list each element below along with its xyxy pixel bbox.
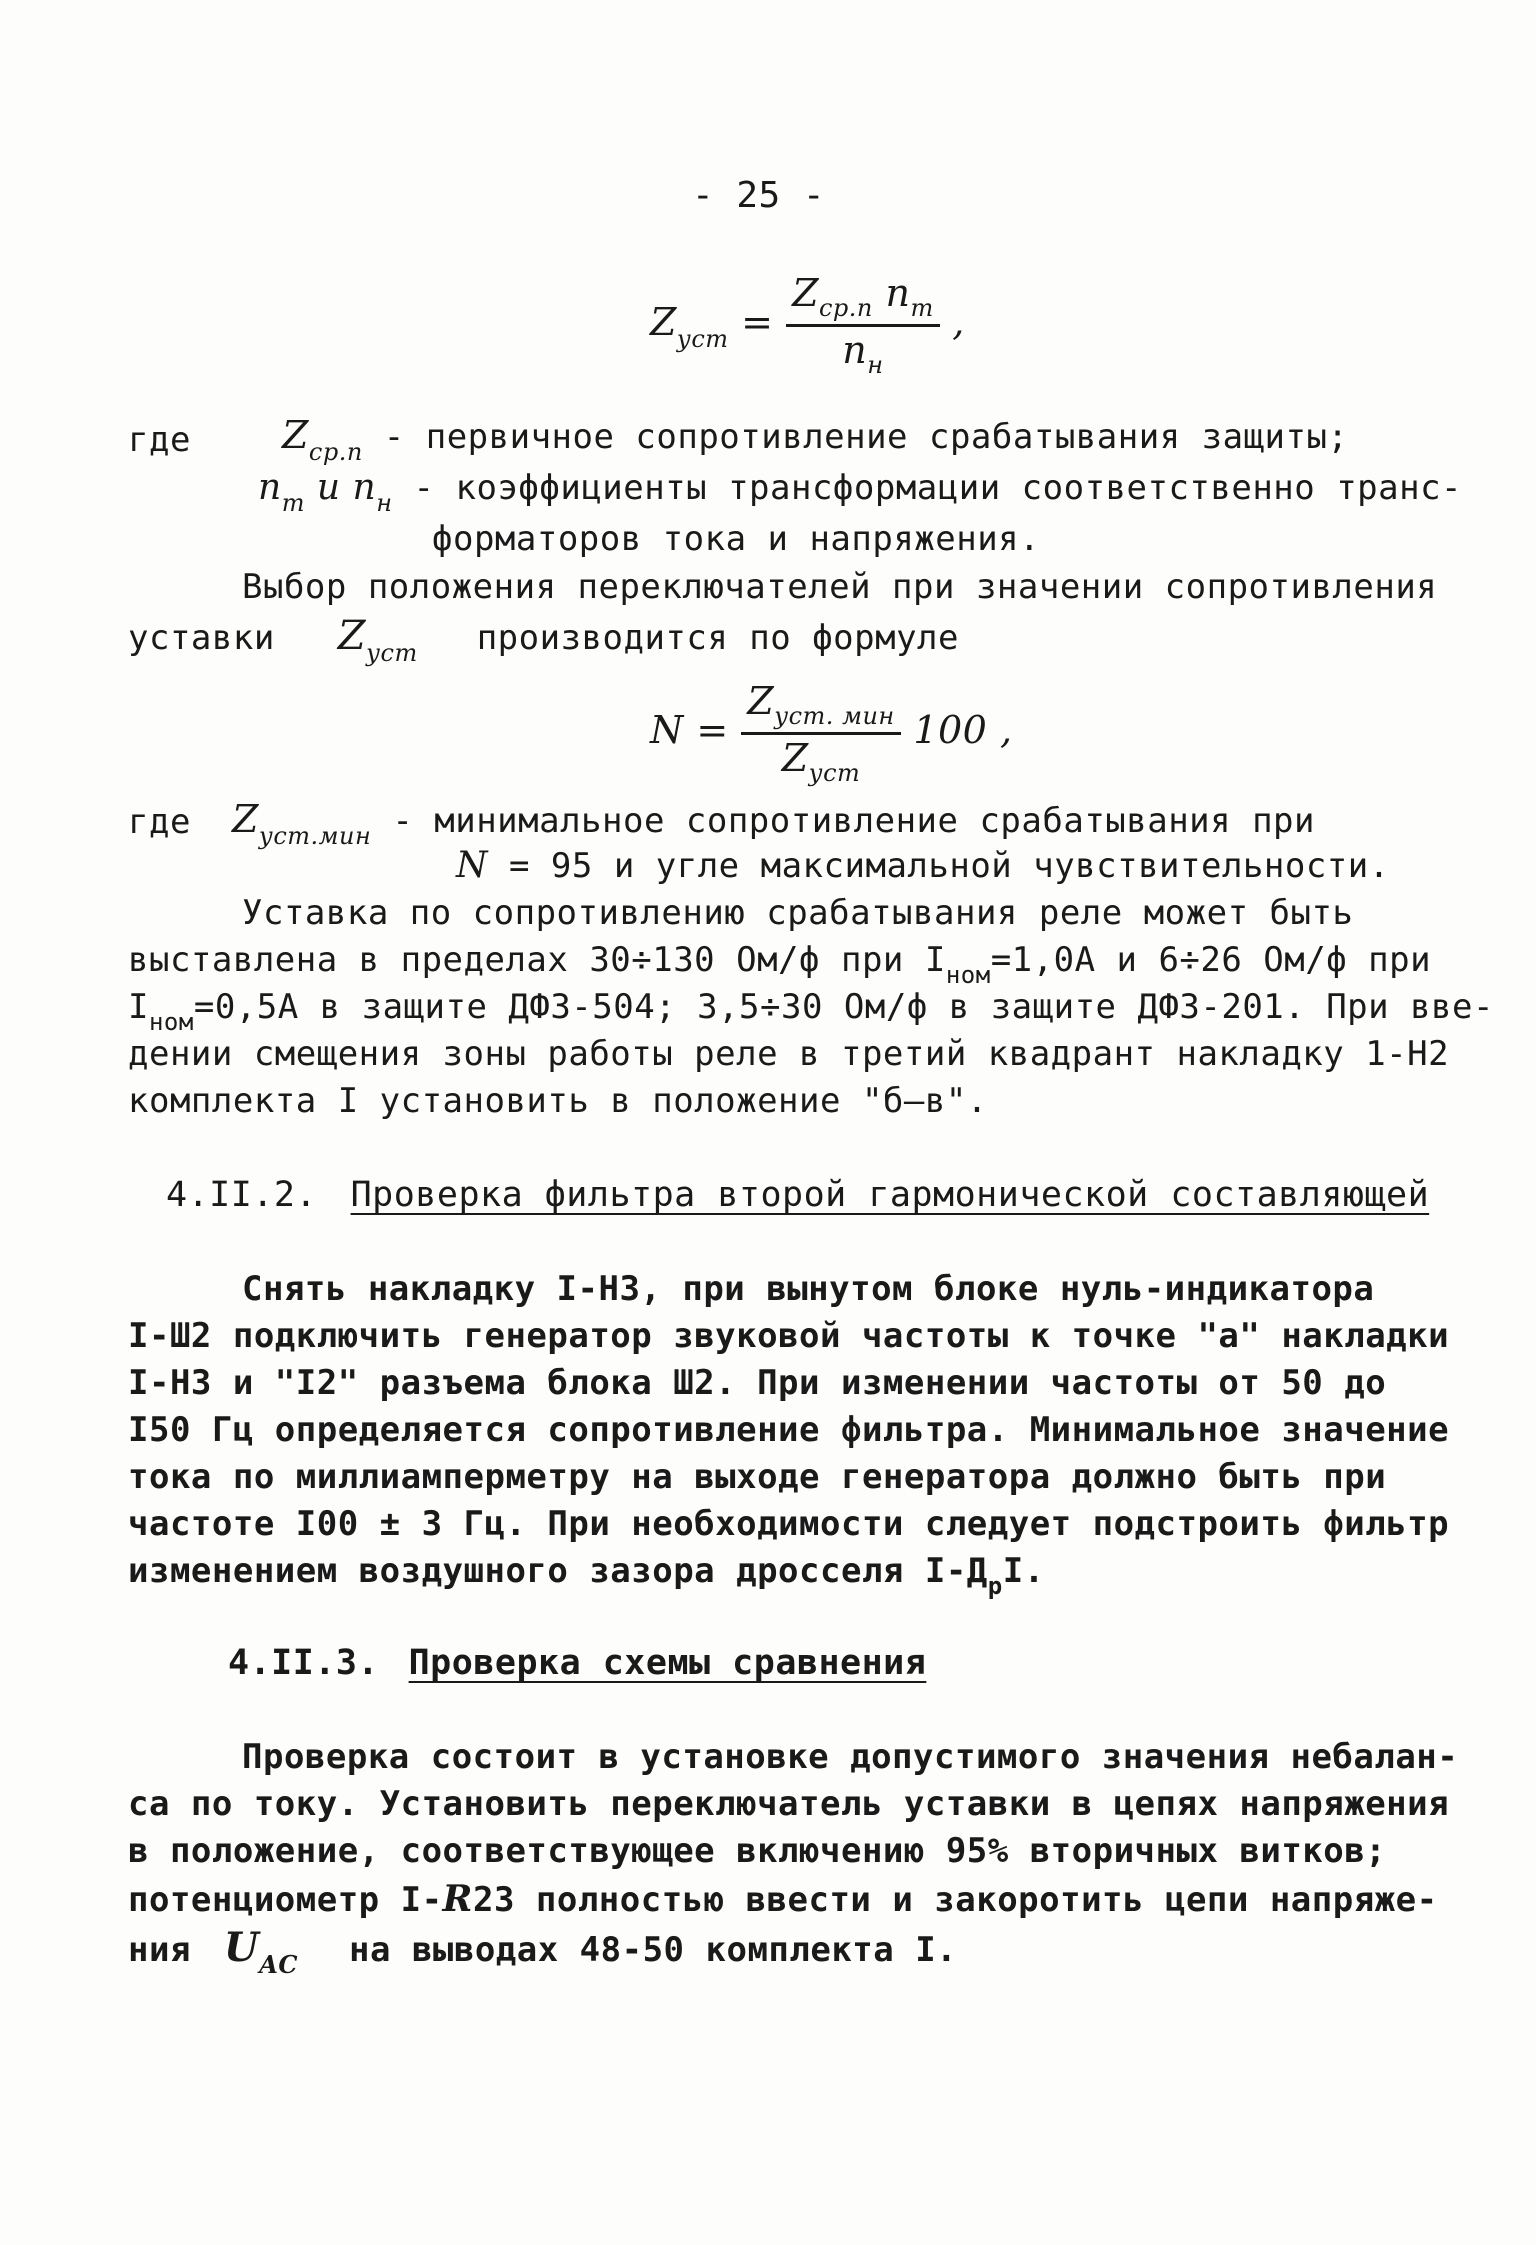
- section-number: 4.II.3.: [228, 1643, 380, 1683]
- equals-sign: =: [741, 300, 774, 344]
- formula-lhs: $Z_{уст}$: [650, 300, 729, 353]
- paragraph-line: Выбор положения переключателей при значении сопротивления: [242, 567, 1438, 607]
- where-label: где: [128, 802, 191, 842]
- formula-n: [650, 679, 1013, 787]
- formula-zust: [650, 271, 965, 379]
- definition-text: - минимальное сопротивление срабатывания при: [392, 801, 1315, 841]
- definition-continuation: N = 95 и угле максимальной чувствительности.: [456, 845, 1390, 886]
- paragraph-line: частоте I00 ± 3 Гц. При необходимости следует подстроить фильтр: [128, 1504, 1450, 1544]
- symbol-zsrp: $Z_{ср.п}$: [282, 413, 363, 466]
- equals-sign: =: [696, 708, 729, 752]
- symbol-r: R: [442, 1878, 473, 1920]
- fraction-denominator: $Z_{уст}$: [781, 736, 861, 787]
- paragraph-line: изменением воздушного зазора дросселя $I-Д_рI$.: [128, 1551, 1045, 1600]
- paragraph-line: Проверка состоит в установке допустимого значения небалан-: [242, 1737, 1459, 1777]
- paragraph-line: тока по миллиамперметру на выходе генератора должно быть при: [128, 1457, 1387, 1497]
- symbol-n: N: [456, 845, 488, 886]
- paragraph-line: потенциометр I-R23 полностью ввести и закоротить цепи напряже-: [128, 1878, 1438, 1920]
- paragraph-line: I50 Гц определяется сопротивление фильтра. Минимальное значение: [128, 1410, 1450, 1450]
- definition-text: - первичное сопротивление срабатывания защиты;: [383, 417, 1349, 457]
- paragraph-line: в положение, соответствующее включению 95% вторичных витков;: [128, 1831, 1387, 1871]
- def-coefficients: [258, 467, 1463, 517]
- fraction-numerator: $Z_{ср.п}$ $n_т$: [786, 274, 940, 327]
- fraction: [741, 679, 900, 787]
- paragraph-line: уставки $Z_{уст}$ производится по формуле: [128, 613, 959, 667]
- formula-tail: ,: [952, 300, 965, 344]
- symbol-nt-nn: $n_т$ и $n_н$: [258, 467, 393, 517]
- formula-tail: 100 ,: [913, 708, 1013, 752]
- def-zustmin: [232, 797, 1315, 850]
- section-title: Проверка фильтра второй гармонической составляющей: [350, 1175, 1430, 1215]
- paragraph-line: Уставка по сопротивлению срабатывания реле может быть: [242, 893, 1354, 933]
- section-heading: [166, 1175, 1430, 1215]
- paragraph-line: выставлена в пределах 30÷130 Ом/ф при $I_{ном}=1,0А$ и 6÷26 Ом/ф при: [128, 940, 1432, 989]
- definition-text: - коэффициенты трансформации соответственно транс-: [413, 468, 1463, 508]
- where-label: где: [128, 420, 191, 460]
- section-number: 4.II.2.: [166, 1175, 318, 1215]
- paragraph-line: дении смещения зоны работы реле в третий квадрант накладку 1-Н2: [128, 1034, 1450, 1074]
- symbol-zustmin: $Z_{уст.мин}$: [232, 797, 372, 850]
- fraction-denominator: $n_н$: [842, 328, 884, 379]
- page-number: - 25 -: [692, 175, 826, 216]
- fraction-numerator: $Z_{уст. мин}$: [741, 682, 900, 735]
- symbol-uac: $U_{AC}$: [223, 1924, 299, 1979]
- formula-lhs: N: [650, 708, 684, 752]
- paragraph-line: са по току. Установить переключатель уставки в цепях напряжения: [128, 1784, 1450, 1824]
- paragraph-line: I-Ш2 подключить генератор звуковой частоты к точке "а" накладки: [128, 1316, 1450, 1356]
- paragraph-line: I-Н3 и "I2" разъема блока Ш2. При изменении частоты от 50 до: [128, 1363, 1387, 1403]
- symbol-zust: $Z_{уст}$: [337, 613, 418, 667]
- paragraph-line: Снять накладку I-Н3, при вынутом блоке нуль-индикатора: [242, 1269, 1375, 1309]
- section-title: Проверка схемы сравнения: [408, 1643, 927, 1683]
- section-heading: [228, 1643, 927, 1683]
- definition-continuation: форматоров тока и напряжения.: [432, 519, 1041, 559]
- fraction: [786, 271, 940, 379]
- paragraph-line: $I_{ном}=0,5А$ в защите ДФЗ-504; 3,5÷30 Ом/ф в защите ДФЗ-201. При вве-: [128, 987, 1494, 1036]
- paragraph-line: ния $U_{AC}$ на выводах 48-50 комплекта I.: [128, 1924, 958, 1979]
- def-zsrp: [282, 413, 1349, 466]
- paragraph-line: комплекта I установить в положение "б–в".: [128, 1081, 988, 1121]
